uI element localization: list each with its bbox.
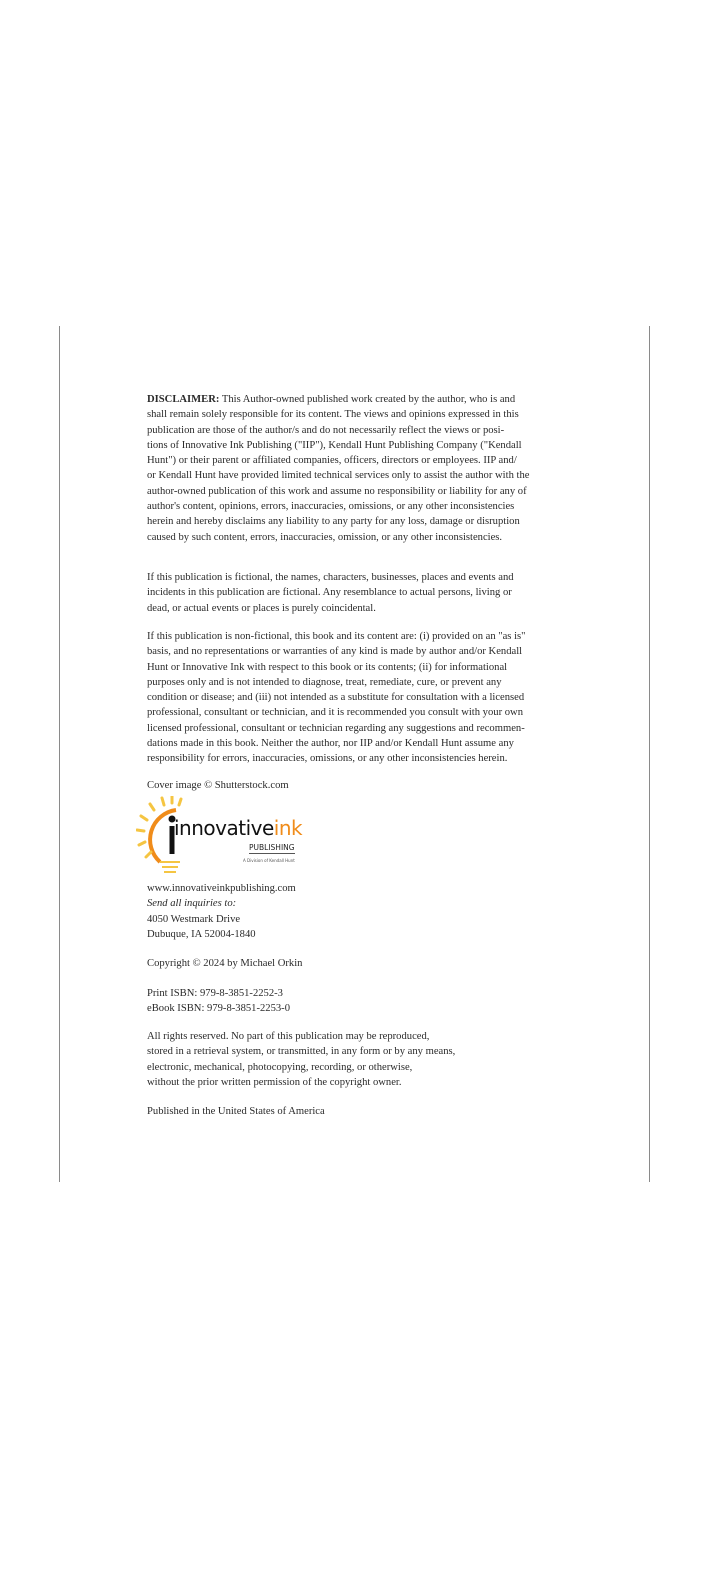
text-line: caused by such content, errors, inaccuracies, omission, or any other inconsistencies. (147, 531, 503, 543)
text-line: incidents in this publication are fictional. Any resemblance to actual persons, living or (147, 587, 512, 599)
text-line: Hunt or Innovative Ink with respect to this book or its contents; (ii) for informational (147, 661, 508, 673)
disclaimer-paragraph (147, 392, 529, 545)
publisher-info (147, 881, 296, 942)
page-left-edge (59, 326, 60, 1182)
text-line: If this publication is non-fictional, this book and its content are: (i) provided on an "as is" (147, 631, 526, 642)
text-line: without the prior written permission of the copyright owner. (147, 1076, 402, 1088)
address-line: 4050 Westmark Drive (147, 913, 241, 925)
text-line: dead, or actual events or places is purely coincidental. (147, 602, 376, 614)
text-line: or Kendall Hunt have provided limited technical services only to assist the author with the (147, 470, 530, 482)
text-line: dations made in this book. Neither the author, nor IIP and/or Kendall Hunt assume any (147, 738, 514, 750)
publisher-logo (136, 796, 303, 878)
published-in: Published in the United States of America (147, 1106, 325, 1117)
text-line: Hunt") or their parent or affiliated companies, officers, directors or employees. IIP and/ (147, 455, 517, 467)
text-line: All rights reserved. No part of this publication may be reproduced, (147, 1031, 430, 1042)
address-line: Dubuque, IA 52004-1840 (147, 928, 256, 940)
publisher-url: www.innovativeinkpublishing.com (147, 883, 296, 894)
text-line: publication are those of the author/s and do not necessarily reflect the views or posi- (147, 424, 505, 436)
text-line: licensed professional, consultant or technician regarding any suggestions and recommen- (147, 722, 525, 734)
text-line: basis, and no representations or warranties of any kind is made by author and/or Kendall (147, 646, 523, 658)
copyright: Copyright © 2024 by Michael Orkin (147, 958, 303, 969)
disclaimer-label: DISCLAIMER: (147, 394, 220, 405)
text-line: author's content, opinions, errors, inaccuracies, omissions, or any other inconsistencies (147, 501, 515, 513)
page-right-edge (649, 326, 650, 1182)
text-line: This Author-owned published work created by the author, who is and (219, 394, 516, 405)
text-line: shall remain solely responsible for its content. The views and opinions expressed in this (147, 409, 519, 421)
logo-word-innovative: innovative (174, 816, 274, 840)
inquiries-label: Send all inquiries to: (147, 898, 237, 910)
logo-publishing: PUBLISHING (249, 843, 295, 852)
logo-word-ink: ink (273, 816, 303, 840)
rights-paragraph (147, 1029, 455, 1090)
text-line: responsibility for errors, inaccuracies, omissions, or any other inconsistencies herein. (147, 753, 508, 765)
text-line: professional, consultant or technician, and it is recommended you consult with your own (147, 707, 523, 719)
ebook-isbn: eBook ISBN: 979-8-3851-2253-0 (147, 1003, 291, 1015)
logo-division: A Division of Kendall Hunt (243, 858, 295, 863)
isbn-block (147, 986, 290, 1017)
text-line: tions of Innovative Ink Publishing ("IIP"), Kendall Hunt Publishing Company ("Kendall (147, 439, 522, 451)
cover-credit: Cover image © Shutterstock.com (147, 780, 289, 791)
nonfictional-paragraph (147, 629, 525, 767)
text-line: stored in a retrieval system, or transmitted, in any form or by any means, (147, 1046, 456, 1058)
text-line: herein and hereby disclaims any liability to any party for any loss, damage or disruption (147, 516, 520, 528)
text-line: author-owned publication of this work and assume no responsibility or liability for any of (147, 485, 527, 497)
logo-wordmark (166, 816, 302, 840)
print-isbn: Print ISBN: 979-8-3851-2252-3 (147, 988, 283, 999)
fictional-paragraph (147, 570, 514, 616)
text-line: electronic, mechanical, photocopying, recording, or otherwise, (147, 1061, 413, 1073)
text-line: condition or disease; and (iii) not intended as a substitute for consultation with a licensed (147, 692, 525, 704)
text-line: purposes only and is not intended to diagnose, treat, remediate, cure, or prevent any (147, 676, 502, 688)
text-line: If this publication is fictional, the names, characters, businesses, places and events and (147, 572, 514, 583)
